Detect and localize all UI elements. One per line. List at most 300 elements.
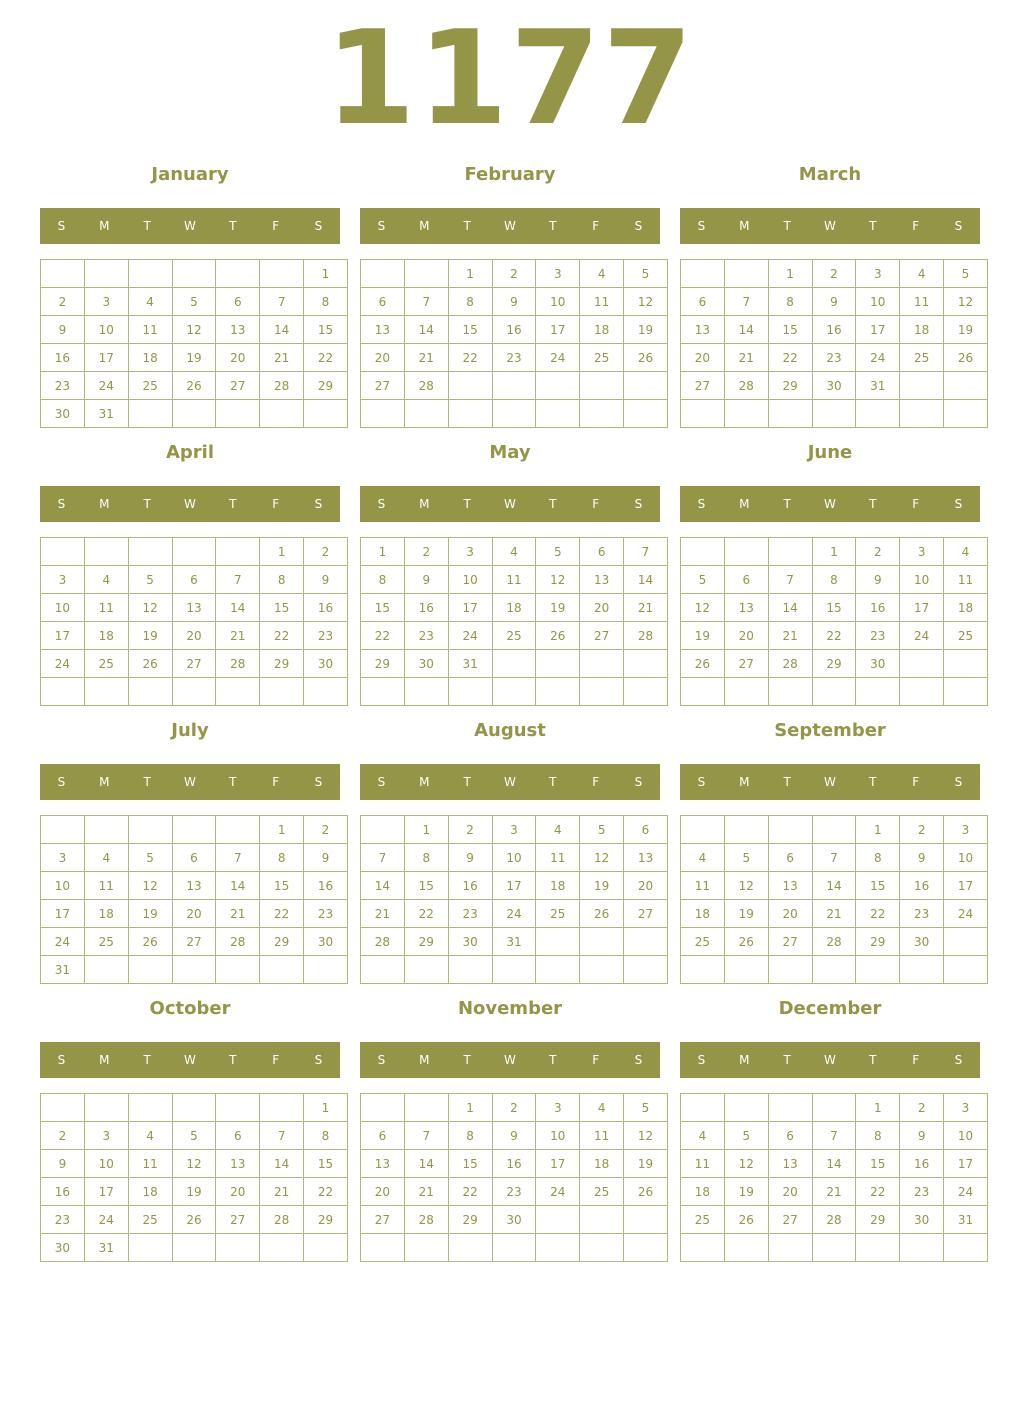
day-cell: 24 <box>84 372 128 400</box>
day-cell: 27 <box>216 1206 260 1234</box>
day-cell: 9 <box>492 288 536 316</box>
day-cell: 22 <box>856 1178 900 1206</box>
week-row <box>681 538 988 566</box>
weekday-label: T <box>143 497 151 511</box>
day-cell: 25 <box>580 344 624 372</box>
day-grid <box>680 1093 988 1262</box>
day-cell: 16 <box>304 594 348 622</box>
day-cell: 22 <box>404 900 448 928</box>
day-cell <box>448 1234 492 1262</box>
week-row <box>41 816 348 844</box>
day-cell: 26 <box>580 900 624 928</box>
day-cell <box>304 1234 348 1262</box>
day-cell: 18 <box>681 900 725 928</box>
day-cell: 16 <box>812 316 856 344</box>
day-cell <box>536 1234 580 1262</box>
weekday-label: S <box>377 497 386 511</box>
week-row <box>41 1178 348 1206</box>
day-cell: 16 <box>856 594 900 622</box>
day-cell: 14 <box>361 872 405 900</box>
day-cell <box>448 678 492 706</box>
week-row <box>361 538 668 566</box>
day-cell: 23 <box>492 1178 536 1206</box>
day-cell <box>624 372 668 400</box>
day-cell: 22 <box>260 900 304 928</box>
day-cell: 23 <box>41 1206 85 1234</box>
day-cell: 30 <box>900 928 944 956</box>
weekday-label: T <box>463 497 471 511</box>
day-cell: 25 <box>681 928 725 956</box>
day-cell: 2 <box>41 1122 85 1150</box>
day-cell: 15 <box>304 1150 348 1178</box>
week-row <box>681 872 988 900</box>
weekday-label: F <box>912 497 920 511</box>
weekday-label: W <box>824 1053 836 1067</box>
day-cell <box>361 260 405 288</box>
week-row <box>361 1206 668 1234</box>
day-cell <box>768 538 812 566</box>
day-cell: 15 <box>404 872 448 900</box>
week-row <box>41 260 348 288</box>
week-row <box>681 650 988 678</box>
day-cell <box>84 538 128 566</box>
weekday-label: T <box>229 219 237 233</box>
day-cell <box>128 816 172 844</box>
day-cell <box>812 956 856 984</box>
day-cell: 19 <box>724 900 768 928</box>
day-cell: 26 <box>724 1206 768 1234</box>
day-cell: 5 <box>128 566 172 594</box>
day-cell: 3 <box>856 260 900 288</box>
day-cell: 20 <box>724 622 768 650</box>
day-cell: 9 <box>304 566 348 594</box>
month-title: November <box>457 998 563 1019</box>
weekday-label: W <box>184 775 196 789</box>
weekday-label: T <box>143 1053 151 1067</box>
day-cell: 9 <box>492 1122 536 1150</box>
weekday-header <box>680 486 980 522</box>
day-cell: 7 <box>216 566 260 594</box>
day-cell <box>216 260 260 288</box>
day-cell: 8 <box>260 844 304 872</box>
day-cell: 21 <box>768 622 812 650</box>
day-cell <box>724 1094 768 1122</box>
day-cell <box>812 816 856 844</box>
day-cell: 12 <box>624 288 668 316</box>
day-cell: 3 <box>41 844 85 872</box>
day-cell: 26 <box>128 928 172 956</box>
day-cell <box>944 928 988 956</box>
weekday-label: F <box>592 1053 600 1067</box>
weekday-label: M <box>419 1053 430 1067</box>
day-cell <box>536 678 580 706</box>
day-cell: 13 <box>624 844 668 872</box>
day-cell <box>856 678 900 706</box>
week-row <box>361 288 668 316</box>
day-cell <box>172 1234 216 1262</box>
week-row <box>361 900 668 928</box>
day-cell: 1 <box>260 538 304 566</box>
weekday-label: S <box>634 497 643 511</box>
day-cell: 10 <box>492 844 536 872</box>
day-cell <box>128 956 172 984</box>
day-cell: 19 <box>128 900 172 928</box>
day-cell: 3 <box>944 816 988 844</box>
day-cell: 26 <box>624 344 668 372</box>
day-cell: 2 <box>304 538 348 566</box>
day-cell: 24 <box>84 1206 128 1234</box>
day-cell: 17 <box>536 1150 580 1178</box>
day-cell: 15 <box>448 316 492 344</box>
day-cell: 26 <box>536 622 580 650</box>
day-cell: 11 <box>681 872 725 900</box>
day-cell: 1 <box>404 816 448 844</box>
day-cell <box>41 678 85 706</box>
day-cell: 4 <box>580 260 624 288</box>
month-title: December <box>778 998 882 1019</box>
day-cell: 21 <box>624 594 668 622</box>
weekday-label: W <box>824 219 836 233</box>
week-row <box>681 1094 988 1122</box>
day-cell: 7 <box>724 288 768 316</box>
day-cell: 28 <box>260 372 304 400</box>
day-cell: 18 <box>84 900 128 928</box>
week-row <box>41 956 348 984</box>
day-grid <box>360 815 668 984</box>
day-cell: 29 <box>304 1206 348 1234</box>
day-cell: 3 <box>536 260 580 288</box>
day-cell <box>580 956 624 984</box>
day-cell: 21 <box>404 1178 448 1206</box>
day-cell <box>812 678 856 706</box>
day-cell <box>768 1094 812 1122</box>
day-cell <box>580 678 624 706</box>
day-cell: 29 <box>260 928 304 956</box>
day-cell: 8 <box>856 1122 900 1150</box>
day-cell: 28 <box>768 650 812 678</box>
weekday-label: W <box>504 497 516 511</box>
weekday-header <box>360 1042 660 1078</box>
day-cell: 6 <box>768 844 812 872</box>
day-cell: 23 <box>900 1178 944 1206</box>
day-cell: 4 <box>536 816 580 844</box>
day-cell: 27 <box>172 928 216 956</box>
day-cell: 8 <box>812 566 856 594</box>
day-cell: 30 <box>41 400 85 428</box>
day-cell: 21 <box>216 900 260 928</box>
weekday-header <box>680 764 980 800</box>
week-row <box>361 956 668 984</box>
day-cell: 31 <box>944 1206 988 1234</box>
day-cell: 25 <box>944 622 988 650</box>
day-cell: 21 <box>724 344 768 372</box>
day-cell: 7 <box>768 566 812 594</box>
day-cell <box>216 1094 260 1122</box>
day-cell: 21 <box>216 622 260 650</box>
day-cell <box>944 956 988 984</box>
day-cell: 25 <box>536 900 580 928</box>
day-cell <box>361 816 405 844</box>
weekday-label: F <box>592 775 600 789</box>
weekday-label: F <box>912 775 920 789</box>
day-cell: 5 <box>172 1122 216 1150</box>
day-cell: 27 <box>580 622 624 650</box>
day-cell <box>812 400 856 428</box>
week-row <box>41 872 348 900</box>
day-cell: 3 <box>536 1094 580 1122</box>
week-row <box>681 372 988 400</box>
day-cell: 10 <box>536 1122 580 1150</box>
day-cell: 27 <box>681 372 725 400</box>
weekday-label: F <box>272 219 280 233</box>
weekday-label: S <box>954 219 963 233</box>
day-cell <box>172 400 216 428</box>
day-cell: 17 <box>84 344 128 372</box>
day-cell: 17 <box>856 316 900 344</box>
day-cell <box>944 372 988 400</box>
day-cell: 9 <box>41 316 85 344</box>
weekday-label: W <box>184 219 196 233</box>
day-cell <box>624 928 668 956</box>
day-cell: 22 <box>768 344 812 372</box>
weekday-label: S <box>954 497 963 511</box>
day-cell: 19 <box>536 594 580 622</box>
day-cell: 6 <box>580 538 624 566</box>
day-cell: 12 <box>128 872 172 900</box>
day-cell: 5 <box>624 260 668 288</box>
day-cell: 4 <box>84 566 128 594</box>
weekday-label: M <box>739 775 750 789</box>
day-grid <box>360 1093 668 1262</box>
day-cell: 16 <box>304 872 348 900</box>
day-cell: 4 <box>128 288 172 316</box>
day-cell: 6 <box>172 844 216 872</box>
day-cell: 19 <box>724 1178 768 1206</box>
day-cell: 30 <box>492 1206 536 1234</box>
day-cell: 3 <box>84 1122 128 1150</box>
day-cell <box>216 816 260 844</box>
day-cell <box>172 538 216 566</box>
weekday-label: T <box>783 497 791 511</box>
week-row <box>681 288 988 316</box>
day-cell <box>260 1094 304 1122</box>
day-cell: 22 <box>260 622 304 650</box>
day-cell: 13 <box>172 872 216 900</box>
week-row <box>681 816 988 844</box>
weekday-label: T <box>229 775 237 789</box>
day-cell <box>536 372 580 400</box>
weekday-label: F <box>272 775 280 789</box>
day-cell <box>768 678 812 706</box>
day-cell: 4 <box>128 1122 172 1150</box>
week-row <box>361 316 668 344</box>
day-cell: 26 <box>172 1206 216 1234</box>
weekday-label: T <box>783 219 791 233</box>
day-cell: 29 <box>361 650 405 678</box>
weekday-label: M <box>419 497 430 511</box>
day-cell: 6 <box>216 1122 260 1150</box>
week-row <box>41 900 348 928</box>
day-cell: 11 <box>580 288 624 316</box>
day-cell: 17 <box>944 1150 988 1178</box>
day-cell: 12 <box>681 594 725 622</box>
day-cell: 28 <box>260 1206 304 1234</box>
day-cell <box>216 678 260 706</box>
day-cell <box>260 956 304 984</box>
day-grid <box>40 259 348 428</box>
day-cell <box>536 956 580 984</box>
day-cell: 21 <box>361 900 405 928</box>
day-cell: 25 <box>84 928 128 956</box>
day-cell: 17 <box>41 900 85 928</box>
day-cell: 19 <box>624 316 668 344</box>
weekday-header <box>360 486 660 522</box>
day-cell: 24 <box>944 900 988 928</box>
day-cell: 13 <box>580 566 624 594</box>
day-cell: 23 <box>304 622 348 650</box>
day-cell: 17 <box>84 1178 128 1206</box>
day-cell <box>681 678 725 706</box>
day-cell: 31 <box>84 1234 128 1262</box>
day-cell <box>624 1234 668 1262</box>
weekday-label: F <box>272 497 280 511</box>
year-title: 1177 <box>325 2 695 154</box>
day-cell: 21 <box>812 1178 856 1206</box>
day-cell: 28 <box>812 928 856 956</box>
day-cell <box>856 400 900 428</box>
day-cell: 8 <box>304 288 348 316</box>
day-cell: 14 <box>768 594 812 622</box>
weekday-label: S <box>697 497 706 511</box>
day-cell: 2 <box>856 538 900 566</box>
day-cell: 10 <box>84 1150 128 1178</box>
day-cell: 12 <box>624 1122 668 1150</box>
day-cell: 8 <box>361 566 405 594</box>
day-cell: 2 <box>304 816 348 844</box>
day-cell <box>41 816 85 844</box>
day-cell: 20 <box>681 344 725 372</box>
weekday-label: F <box>272 1053 280 1067</box>
weekday-label: F <box>592 219 600 233</box>
day-cell <box>41 1094 85 1122</box>
week-row <box>681 622 988 650</box>
day-cell <box>172 260 216 288</box>
day-cell <box>492 400 536 428</box>
day-cell: 23 <box>304 900 348 928</box>
week-row <box>41 344 348 372</box>
day-cell: 31 <box>84 400 128 428</box>
day-cell <box>404 1094 448 1122</box>
weekday-label: S <box>57 1053 66 1067</box>
weekday-label: T <box>783 1053 791 1067</box>
day-cell: 29 <box>260 650 304 678</box>
day-cell <box>361 400 405 428</box>
day-cell: 19 <box>624 1150 668 1178</box>
day-cell: 7 <box>624 538 668 566</box>
day-cell: 15 <box>304 316 348 344</box>
weekday-label: T <box>463 1053 471 1067</box>
day-cell: 29 <box>448 1206 492 1234</box>
weekday-label: S <box>697 775 706 789</box>
day-cell: 7 <box>260 1122 304 1150</box>
day-cell: 3 <box>492 816 536 844</box>
week-row <box>361 1234 668 1262</box>
day-cell: 16 <box>41 344 85 372</box>
day-cell <box>172 1094 216 1122</box>
day-cell: 18 <box>128 1178 172 1206</box>
day-cell <box>41 538 85 566</box>
day-cell: 28 <box>404 1206 448 1234</box>
day-cell: 17 <box>944 872 988 900</box>
day-cell: 31 <box>492 928 536 956</box>
month-title: August <box>474 720 546 741</box>
week-row <box>41 538 348 566</box>
day-cell: 2 <box>900 816 944 844</box>
weekday-label: S <box>377 775 386 789</box>
day-cell: 20 <box>624 872 668 900</box>
day-cell: 20 <box>172 622 216 650</box>
day-cell: 5 <box>724 1122 768 1150</box>
day-cell: 10 <box>944 844 988 872</box>
day-cell: 4 <box>944 538 988 566</box>
day-cell: 24 <box>900 622 944 650</box>
day-cell: 1 <box>768 260 812 288</box>
day-grid <box>40 1093 348 1262</box>
day-cell: 28 <box>404 372 448 400</box>
day-cell <box>944 678 988 706</box>
day-cell: 28 <box>216 928 260 956</box>
day-cell <box>681 538 725 566</box>
weekday-label: M <box>739 497 750 511</box>
day-cell: 24 <box>492 900 536 928</box>
day-cell: 30 <box>856 650 900 678</box>
weekday-label: S <box>954 775 963 789</box>
day-cell: 20 <box>172 900 216 928</box>
day-cell <box>900 400 944 428</box>
day-cell: 15 <box>856 1150 900 1178</box>
day-cell: 7 <box>404 1122 448 1150</box>
weekday-label: W <box>504 775 516 789</box>
month-title: July <box>171 720 209 741</box>
weekday-label: T <box>783 775 791 789</box>
week-row <box>361 650 668 678</box>
week-row <box>41 1234 348 1262</box>
day-cell: 30 <box>41 1234 85 1262</box>
day-cell: 27 <box>768 1206 812 1234</box>
day-cell: 8 <box>768 288 812 316</box>
day-grid <box>680 259 988 428</box>
week-row <box>361 844 668 872</box>
weekday-header <box>360 208 660 244</box>
day-cell: 14 <box>812 872 856 900</box>
day-cell <box>404 956 448 984</box>
weekday-label: M <box>739 219 750 233</box>
week-row <box>41 928 348 956</box>
day-cell: 20 <box>768 1178 812 1206</box>
week-row <box>681 594 988 622</box>
day-cell: 26 <box>724 928 768 956</box>
day-cell <box>536 1206 580 1234</box>
weekday-label: T <box>143 775 151 789</box>
day-cell <box>304 956 348 984</box>
day-cell <box>768 956 812 984</box>
day-cell: 1 <box>304 1094 348 1122</box>
week-row <box>41 1094 348 1122</box>
weekday-label: S <box>697 1053 706 1067</box>
day-cell: 29 <box>812 650 856 678</box>
day-cell <box>260 1234 304 1262</box>
weekday-label: T <box>549 1053 557 1067</box>
